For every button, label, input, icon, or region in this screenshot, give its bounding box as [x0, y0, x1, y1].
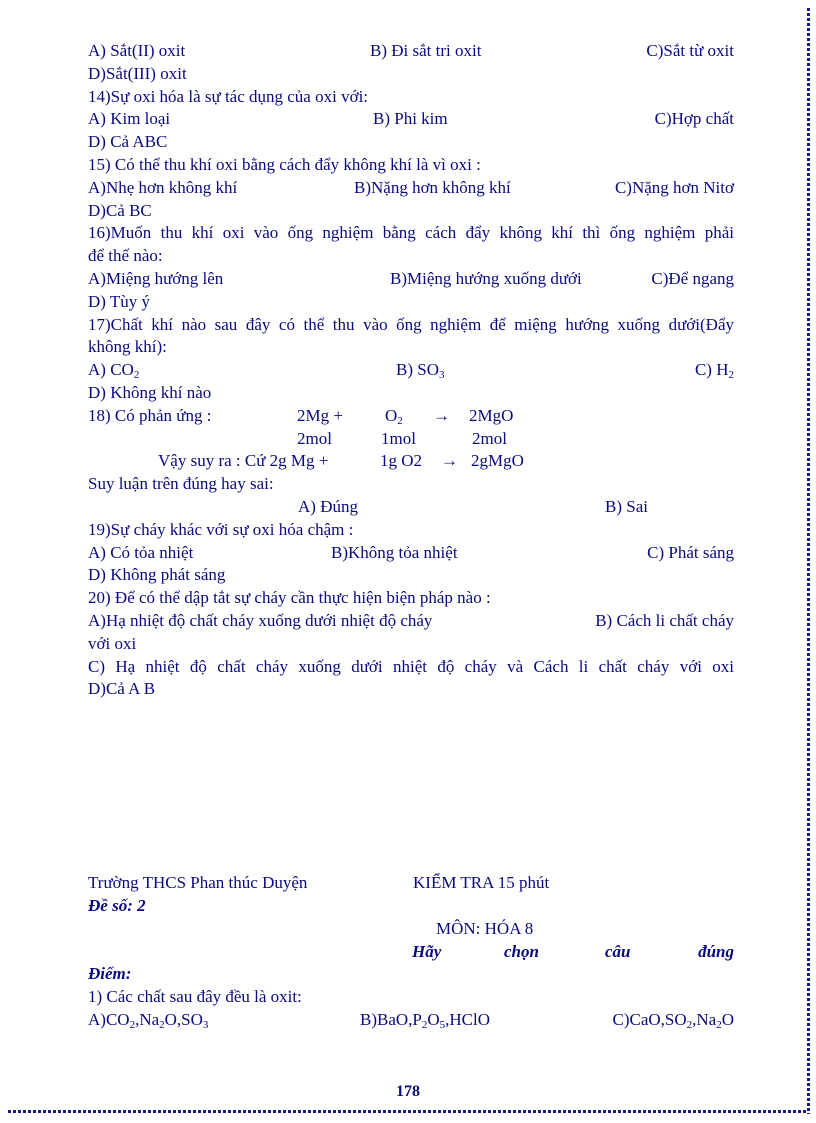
de-so-row — [88, 895, 734, 918]
q15-question-text: 15) Có thể thu khí oxi bằng cách đẩy không khí là vì oxi : — [88, 154, 481, 174]
instruction-word-4: đúng — [698, 941, 734, 961]
q13-option-a: A) Sắt(II) oxit — [88, 41, 186, 60]
q16-option-c: C)Để ngang — [651, 268, 734, 288]
blank-gap — [88, 701, 734, 872]
q16-question-text-1: 16)Muốn thu khí oxi vào ống nghiệm bằng cách đẩy không khí thì ống nghiệm phải — [88, 223, 734, 243]
instruction-word-1: Hãy — [412, 941, 442, 961]
q17-a-sub: 2 — [133, 369, 140, 382]
q15-options-row — [88, 177, 734, 200]
test2-header-row — [88, 872, 734, 895]
q17-options-row — [88, 359, 734, 382]
q19-question-text: 19)Sự cháy khác với sự oxi hóa chậm : — [88, 519, 354, 539]
q14-question-text: 14)Sự oxi hóa là sự tác dụng của oxi với: — [88, 86, 369, 106]
q16-options-row — [88, 268, 734, 291]
t2-q1-option-b — [360, 1009, 490, 1032]
q20-option-d-row — [88, 678, 734, 701]
q13-options-row — [88, 40, 734, 63]
document-page — [88, 40, 734, 1032]
q13-option-d: D)Sắt(III) oxit — [88, 63, 187, 83]
q18-ask: Suy luận trên đúng hay sai: — [88, 474, 274, 494]
q15-option-d-row — [88, 200, 734, 223]
test-title: KIỂM TRA 15 phút — [413, 873, 550, 893]
t2-b-s1: 2 — [421, 1018, 428, 1031]
q16-question-line2 — [88, 245, 734, 268]
t2-c-s1: 2 — [686, 1018, 693, 1031]
q16-option-d: D) Tùy ý — [88, 291, 151, 311]
q18-mol2: 1mol — [381, 428, 416, 448]
q17-c-sub: 2 — [728, 369, 734, 382]
t2-q1-question-text: 1) Các chất sau đây đều là oxit: — [88, 987, 302, 1007]
q18-arrow-2: → — [441, 451, 458, 471]
t2-a-t3: O,SO — [164, 1009, 203, 1029]
q20-option-c: C) Hạ nhiệt độ chất cháy xuống dưới nhiệt độ cháy và Cách li chất cháy với oxi — [88, 656, 734, 676]
q14-option-b: B) Phi kim — [373, 109, 448, 129]
q15-option-a: A)Nhẹ hơn không khí — [88, 177, 238, 197]
subject-row — [88, 918, 734, 941]
q15-option-d: D)Cả BC — [88, 200, 152, 220]
q14-option-d-row — [88, 131, 734, 154]
q19-question — [88, 519, 734, 542]
page-number: 178 — [396, 1083, 420, 1100]
q17-question-line2 — [88, 336, 734, 359]
q18-option-a: A) Đúng — [298, 496, 358, 516]
q15-option-c: C)Nặng hơn Nitơ — [614, 177, 734, 197]
q13-option-c: C)Sắt từ oxit — [646, 41, 734, 60]
q20-option-d: D)Cả A B — [88, 679, 156, 699]
t2-c-t2: ,Na — [692, 1009, 717, 1029]
diem-row — [88, 963, 734, 986]
q20-question — [88, 587, 734, 610]
q18-conclusion-mid: 1g O2 — [380, 451, 423, 471]
instruction-word-3: câu — [605, 941, 631, 961]
q17-question-text-1: 17)Chất khí nào sau đây có thể thu vào ống nghiệm để miệng hướng xuống dưới(Đẩy — [88, 314, 734, 334]
q16-option-b: B)Miệng hướng xuống dưới — [390, 268, 582, 288]
q16-question-line1 — [88, 222, 734, 245]
q17-a-label: A) CO — [88, 360, 134, 380]
q17-option-a — [88, 359, 139, 382]
instruction-word-2: chọn — [504, 941, 539, 961]
q20-options-row — [88, 610, 734, 633]
t2-q1-option-a — [88, 1009, 208, 1032]
q18-mol3: 2mol — [472, 428, 507, 448]
q18-arrow: → — [433, 405, 450, 425]
q19-option-c: C) Phát sáng — [647, 542, 734, 562]
q16-option-d-row — [88, 291, 734, 314]
q18-conclusion-left: Vậy suy ra : Cứ 2g Mg + — [158, 451, 329, 471]
q14-option-c: C)Hợp chất — [654, 109, 734, 129]
q17-question-line1 — [88, 314, 734, 337]
q16-option-a: A)Miệng hướng lên — [88, 268, 224, 288]
q17-b-label: B) SO — [396, 360, 439, 380]
q19-options-row — [88, 542, 734, 565]
q17-b-sub: 3 — [438, 369, 445, 382]
q18-conclusion-row — [88, 450, 734, 473]
q18-ask-row — [88, 473, 734, 496]
q18-eq-right: 2MgO — [469, 405, 514, 425]
t2-a-s1: 2 — [129, 1018, 136, 1031]
q19-option-d: D) Không phát sáng — [88, 565, 226, 585]
page-border-bottom — [8, 1110, 808, 1113]
q18-eq-o2-sub: 2 — [397, 414, 403, 427]
t2-b-t1: B)BaO,P — [360, 1009, 422, 1029]
q18-eq-o2 — [385, 405, 403, 428]
t2-b-t2: O — [427, 1009, 440, 1029]
instruction-row — [88, 941, 734, 964]
q20-option-a: A)Hạ nhiệt độ chất cháy xuống dưới nhiệt độ cháy — [88, 610, 433, 630]
t2-c-s2: 2 — [716, 1018, 722, 1031]
q16-question-text-2: để thế nào: — [88, 246, 163, 266]
t2-a-s2: 2 — [159, 1018, 165, 1031]
q19-option-a: A) Có tỏa nhiệt — [88, 542, 194, 562]
q19-option-b: B)Không tỏa nhiệt — [331, 542, 458, 562]
t2-q1-question — [88, 986, 734, 1009]
q17-option-d: D) Không khí nào — [88, 382, 212, 402]
q20-option-b-cont-row — [88, 633, 734, 656]
q18-mol1: 2mol — [297, 428, 332, 448]
t2-b-s2: 5 — [439, 1018, 446, 1031]
q14-options-row — [88, 108, 734, 131]
q14-option-a: A) Kim loại — [88, 109, 171, 129]
q18-equation-row — [88, 405, 734, 428]
q18-conclusion-right: 2gMgO — [471, 451, 524, 471]
q20-question-text: 20) Để có thể dập tắt sự cháy cần thực hiện biện pháp nào : — [88, 588, 491, 608]
q18-option-b: B) Sai — [605, 496, 648, 516]
q15-question — [88, 154, 734, 177]
t2-q1-options-row — [88, 1009, 734, 1032]
t2-b-t3: ,HClO — [445, 1009, 491, 1029]
q17-option-d-row — [88, 382, 734, 405]
q17-option-b — [396, 359, 444, 382]
q18-eq-o2-text: O — [385, 405, 398, 425]
q17-c-label: C) H — [694, 360, 729, 380]
q14-option-d: D) Cả ABC — [88, 132, 168, 152]
t2-q1-option-c — [612, 1009, 734, 1032]
school-name: Trường THCS Phan thúc Duyện — [88, 873, 308, 893]
page-border-right — [807, 8, 810, 1114]
t2-a-s3: 3 — [202, 1018, 209, 1031]
t2-a-t2: ,Na — [135, 1009, 160, 1029]
q13-option-b: B) Đi sắt tri oxit — [370, 41, 482, 60]
q17-option-c — [695, 359, 734, 382]
q15-option-b: B)Nặng hơn không khí — [354, 177, 511, 197]
t2-c-t1: C)CaO,SO — [612, 1009, 687, 1029]
t2-c-t3: O — [721, 1009, 734, 1029]
subject: MÔN: HÓA 8 — [436, 918, 534, 938]
q18-eq-left: 2Mg + — [297, 405, 343, 425]
q17-question-text-2: không khí): — [88, 337, 167, 357]
q13-option-d-row — [88, 63, 734, 86]
t2-a-t1: A)CO — [88, 1009, 130, 1029]
q18-label: 18) Có phản ứng : — [88, 405, 212, 425]
q18-options-row — [88, 496, 734, 519]
q20-option-b-cont: với oxi — [88, 633, 137, 653]
q14-question — [88, 86, 734, 109]
q20-option-c-row — [88, 656, 734, 679]
q20-option-b: B) Cách li chất cháy — [595, 610, 734, 630]
de-so: Đề số: 2 — [88, 895, 146, 915]
q18-mol-row — [88, 428, 734, 451]
diem-label: Điểm: — [88, 964, 132, 984]
q19-option-d-row — [88, 564, 734, 587]
